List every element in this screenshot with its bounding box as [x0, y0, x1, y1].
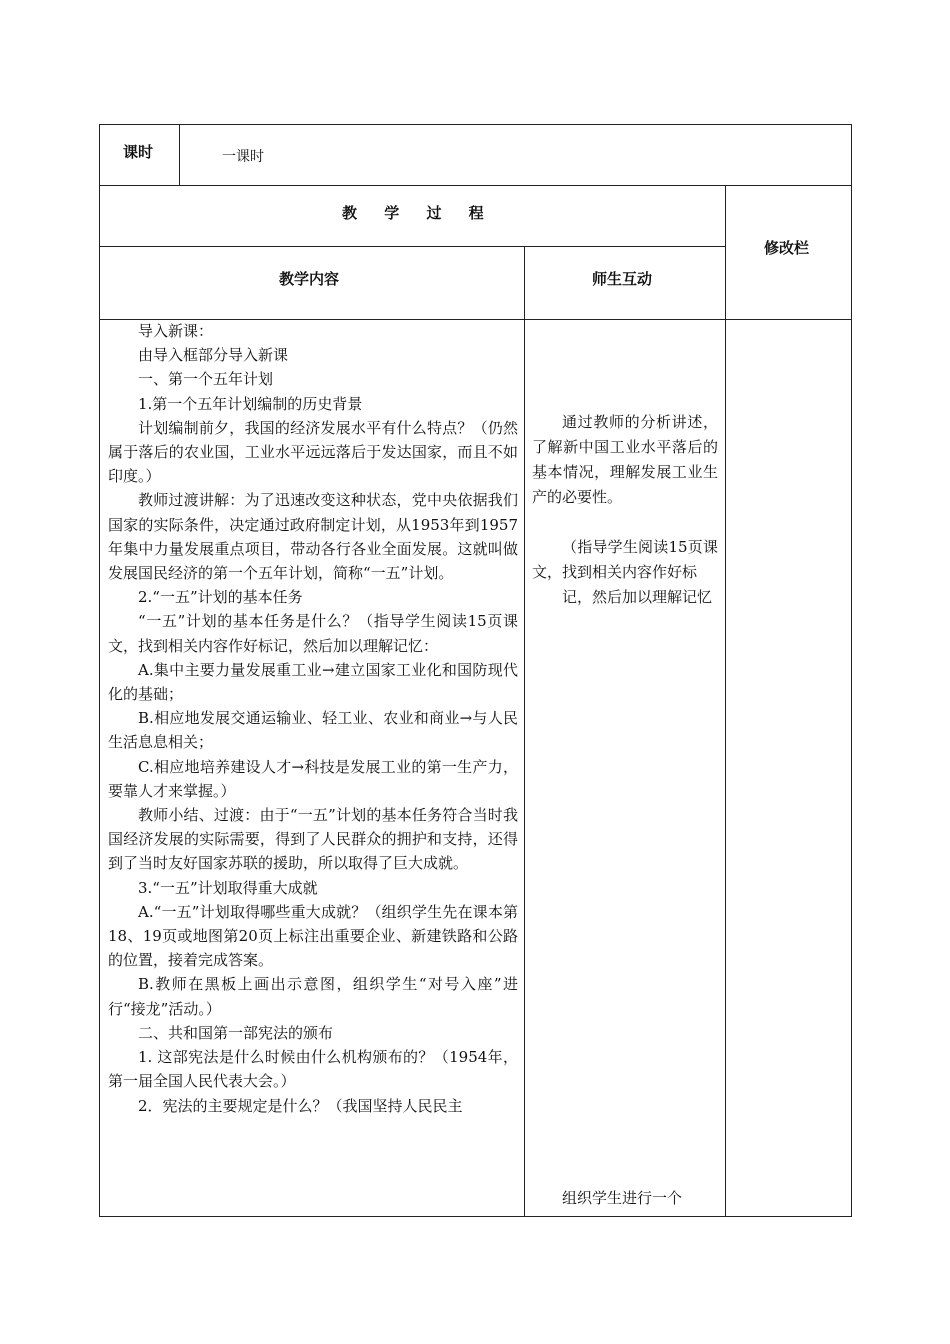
- content-paragraph: 计划编制前夕，我国的经济发展水平有什么特点？（仍然属于落后的农业国，工业水平远远落后于发达国家，而且不如印度。）: [108, 418, 518, 486]
- table-border-right: [851, 124, 852, 1217]
- table-border-top: [99, 124, 852, 125]
- interaction-label: 师生互动: [592, 270, 653, 288]
- content-paragraph: “一五”计划的基本任务是什么？（指导学生阅读15页课文，找到相关内容作好标记，然后加以理解记忆：: [108, 612, 518, 655]
- lesson-label: 课时: [123, 143, 154, 161]
- content-paragraph: A.集中主要力量发展重工业→建立国家工业化和国防现代化的基础；: [108, 660, 518, 704]
- interaction-paragraph: 通过教师的分析讲述，了解新中国工业水平落后的基本情况，理解发展工业生产的必要性。: [532, 413, 718, 506]
- revision-column-divider: [725, 185, 726, 1217]
- table-border-left: [99, 124, 100, 1217]
- content-paragraph: 3.“一五”计划取得重大成就: [138, 878, 318, 897]
- content-paragraph: A.“一五”计划取得哪些重大成就？（组织学生先在课本第18、19页或地图第20页上标注出重要企业、新建铁路和公路的位置，接着完成答案。: [108, 902, 518, 970]
- content-paragraph: 由导入框部分导入新课: [138, 346, 289, 365]
- content-paragraph: 导入新课：: [138, 322, 214, 340]
- content-label: 教学内容: [279, 270, 340, 288]
- content-paragraph: 2．宪法的主要规定是什么？（我国坚持人民民主: [138, 1096, 463, 1115]
- content-paragraph: B.相应地发展交通运输业、轻工业、农业和商业→与人民生活息息相关；: [108, 709, 518, 752]
- teaching-content: [108, 319, 518, 1118]
- lesson-label-divider: [179, 124, 180, 185]
- content-paragraph: 2.“一五”计划的基本任务: [138, 588, 303, 607]
- content-paragraph: B.教师在黑板上画出示意图，组织学生“对号入座”进行“接龙”活动。）: [108, 975, 518, 1018]
- content-paragraph: 1. 这部宪法是什么时候由什么机构颁布的？（1954年，第一届全国人民代表大会。）: [108, 1048, 518, 1091]
- row-divider-lesson: [99, 185, 852, 186]
- interaction-notes-bottom: [532, 1186, 718, 1211]
- spacer: [532, 510, 718, 535]
- content-paragraph: 一、第一个五年计划: [138, 370, 274, 389]
- row-divider-process: [99, 246, 725, 247]
- content-paragraph: 教师小结、过渡：由于“一五”计划的基本任务符合当时我国经济发展的实际需要，得到了人民群众的拥护和支持，还得到了当时友好国家苏联的援助，所以取得了巨大成就。: [108, 806, 518, 873]
- content-paragraph: 二、共和国第一部宪法的颁布: [138, 1023, 334, 1042]
- interaction-notes: [532, 410, 718, 610]
- content-paragraph: C.相应地培养建设人才→科技是发展工业的第一生产力，要靠人才来掌握。）: [108, 757, 518, 800]
- content-paragraph: 教师过渡讲解：为了迅速改变这种状态，党中央依据我们国家的实际条件，决定通过政府制定计划，从1953年到1957年集中力量发展重点项目，带动各行各业全面发展。这就叫做发展国民经济的第一个五年计划，简称“一五”计划。: [108, 491, 518, 583]
- interaction-paragraph: 组织学生进行一个: [562, 1189, 683, 1207]
- content-paragraph: 1.第一个五年计划编制的历史背景: [138, 394, 363, 413]
- lesson-value: 一课时: [222, 149, 264, 165]
- content-column-divider: [524, 246, 525, 1217]
- interaction-paragraph: 记，然后加以理解记忆: [562, 588, 713, 606]
- process-title: 教 学 过 程: [342, 204, 484, 222]
- table-border-bottom: [99, 1216, 852, 1217]
- revision-label: 修改栏: [764, 239, 810, 257]
- interaction-paragraph: （指导学生阅读15页课文，找到相关内容作好标: [532, 538, 718, 581]
